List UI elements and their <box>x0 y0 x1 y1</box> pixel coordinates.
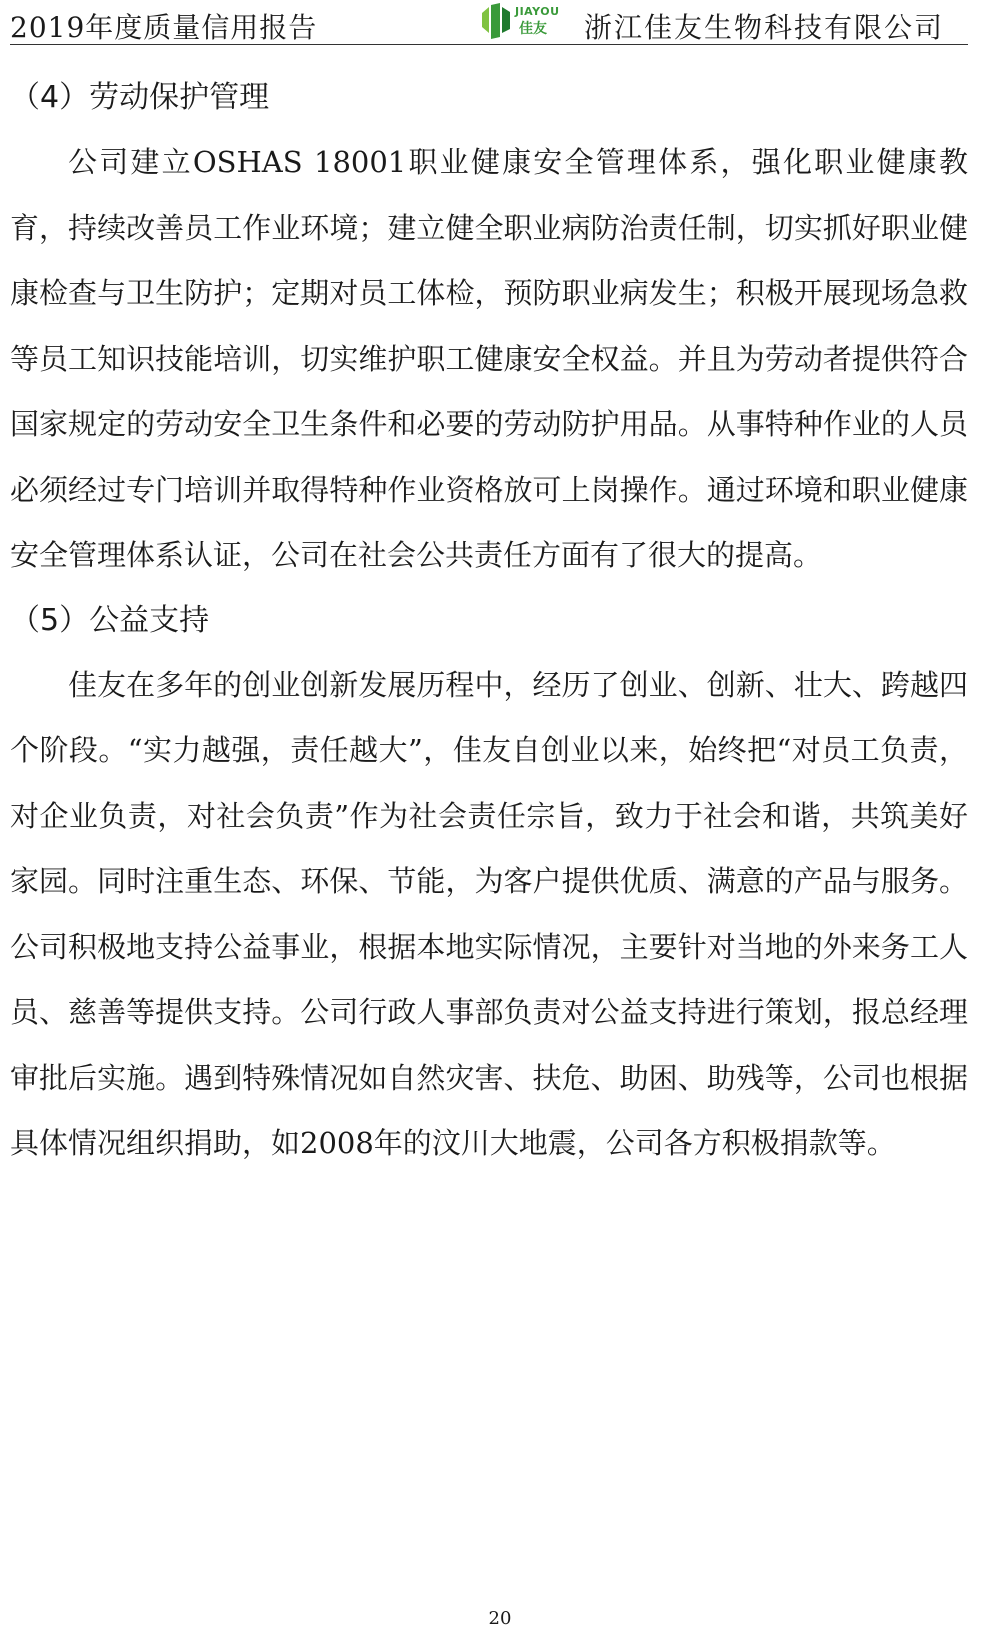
page-number: 20 <box>488 1608 512 1629</box>
report-title: 2019年度质量信用报告 <box>10 11 318 44</box>
section-public-welfare <box>10 589 968 1177</box>
logo-text-en: JIAYOU <box>515 5 560 18</box>
logo-text-cn: 佳友 <box>519 21 547 37</box>
section-body: 佳友在多年的创业创新发展历程中，经历了创业、创新、壮大、跨越四个阶段。“实力越强，责任越大”，佳友自创业以来，始终把“对员工负责，对企业负责，对社会负责”作为社会责任宗旨，致力于社会和谐，共筑美好家园。同时注重生态、环保、节能，为客户提供优质、满意的产品与服务。公司积极地支持公益事业，根据本地实际情况，主要针对当地的外来务工人员、慈善等提供支持。公司行政人事部负责对公益支持进行策划，报总经理审批后实施。遇到特殊情况如自然灾害、扶危、助困、助残等，公司也根据具体情况组织捐助，如2008年的汶川大地震，公司各方积极捐款等。 <box>10 667 968 1160</box>
page-header <box>10 0 968 45</box>
company-name: 浙江佳友生物科技有限公司 <box>584 11 945 44</box>
section-body: 公司建立OSHAS 18001职业健康安全管理体系，强化职业健康教育，持续改善员工作业环境；建立健全职业病防治责任制，切实抓好职业健康检查与卫生防护；定期对员工体检，预防职业病发生；积极开展现场急救等员工知识技能培训，切实维护职工健康安全权益。并且为劳动者提供符合国家规定的劳动安全卫生条件和必要的劳动防护用品。从事特种作业的人员必须经过专门培训并取得特种作业资格放可上岗操作。通过环境和职业健康安全管理体系认证，公司在社会公共责任方面有了很大的提高。 <box>10 145 968 572</box>
section-labor-protection <box>10 66 968 589</box>
section-heading: （5）公益支持 <box>10 602 210 638</box>
jiayou-leaf-logo-icon <box>480 3 512 39</box>
page-content <box>10 66 968 1177</box>
section-heading: （4）劳动保护管理 <box>10 80 270 115</box>
company-logo <box>480 3 570 39</box>
